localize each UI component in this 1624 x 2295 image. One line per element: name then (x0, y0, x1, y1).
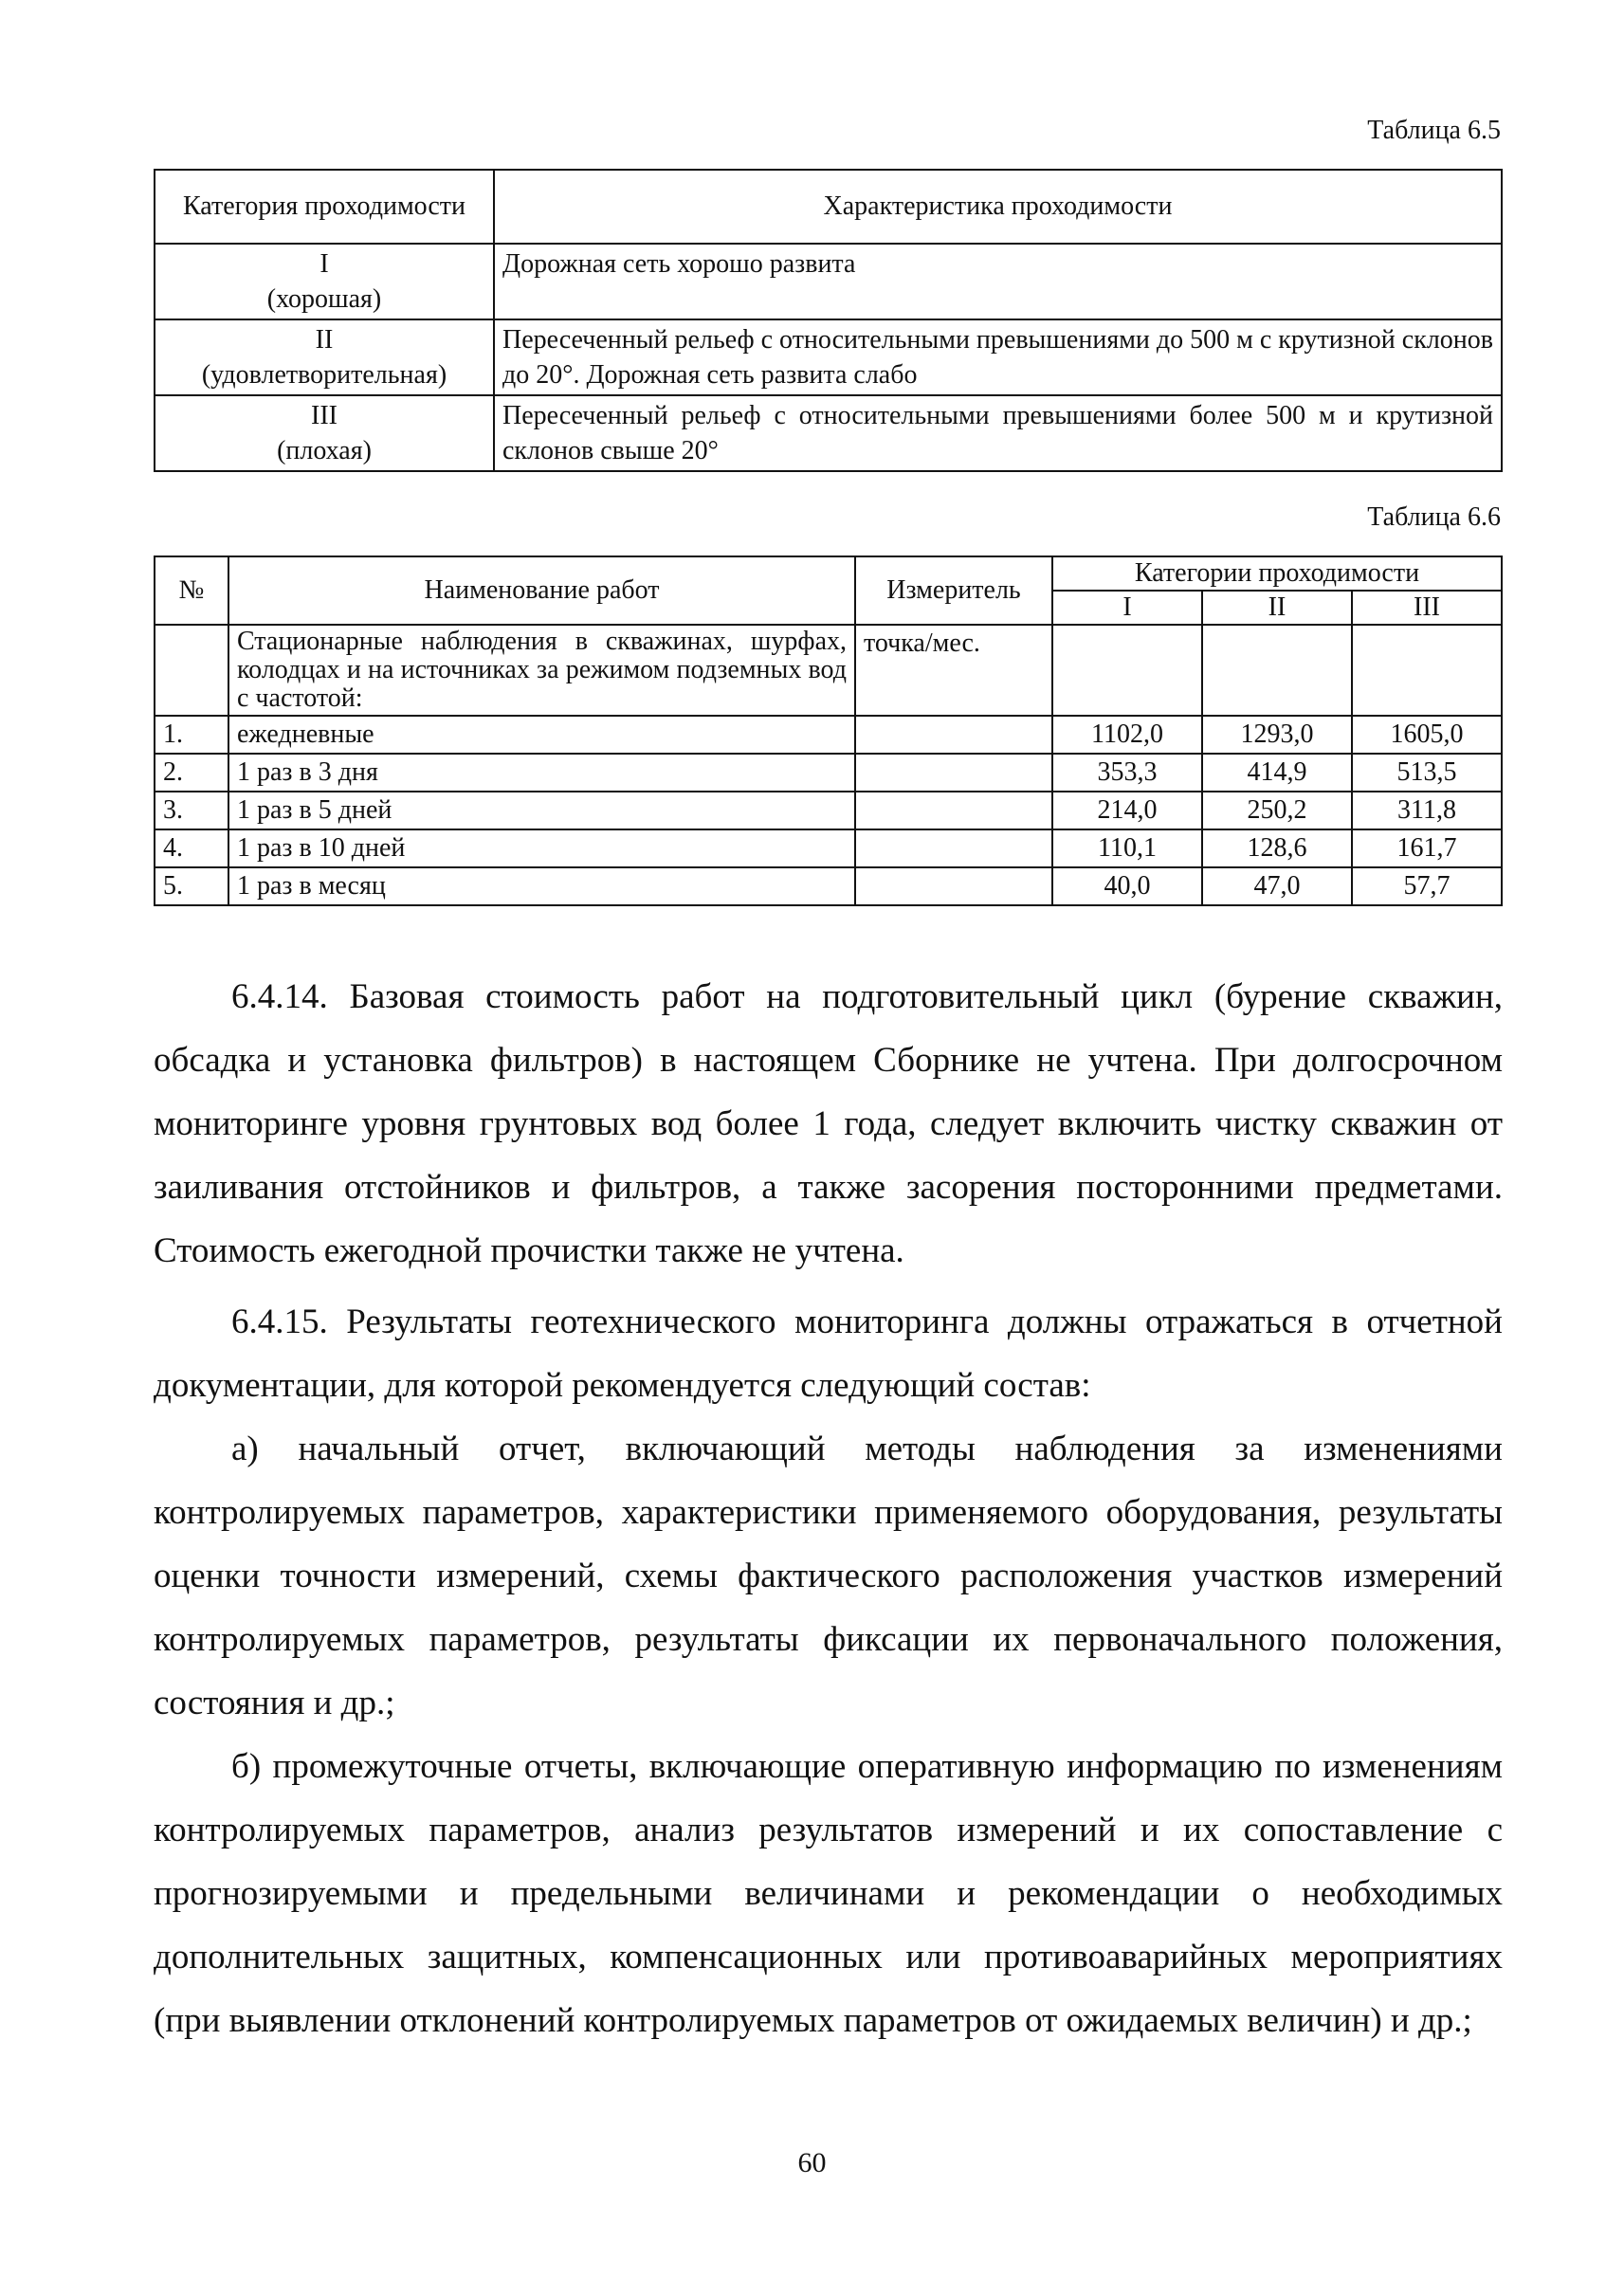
value-cat-2: 414,9 (1202, 754, 1352, 792)
paragraph-6-4-14: 6.4.14. Базовая стоимость работ на подготовительный цикл (бурение скважин, обсадка и установка фильтров) в настоящем Сборнике не учтена. При долгосрочном мониторинге уровня грунтовых вод более 1 года, следует включить чистку скважин от заиливания отстойников и фильтров, а также засорения посторонними предметами. Стоимость ежегодной прочистки также не учтена. (154, 977, 1503, 1270)
table-row (155, 244, 1502, 319)
table-row (155, 754, 1502, 792)
row-number: 3. (155, 792, 228, 829)
value-cat-2: 128,6 (1202, 829, 1352, 867)
group-number-cell (155, 625, 228, 716)
category-number: III (311, 401, 338, 430)
row-name: 1 раз в 5 дней (228, 792, 855, 829)
value-cat-1: 1102,0 (1052, 716, 1202, 754)
value-cell (1352, 625, 1502, 716)
header-number: № (155, 556, 228, 625)
table-row (155, 829, 1502, 867)
row-unit (855, 754, 1052, 792)
row-unit (855, 829, 1052, 867)
category-number: I (319, 249, 329, 279)
group-unit: точка/мес. (855, 625, 1052, 716)
description-cell: Дорожная сеть хорошо развита (494, 244, 1502, 319)
description-cell: Пересеченный рельеф с относительными превышениями более 500 м и крутизной склонов свыше 20° (494, 395, 1502, 471)
row-name: 1 раз в 10 дней (228, 829, 855, 867)
value-cat-3: 1605,0 (1352, 716, 1502, 754)
paragraph-6-4-15: 6.4.15. Результаты геотехнического мониторинга должны отражаться в отчетной документации, для которой рекомендуется следующий состав: (154, 1302, 1503, 1405)
row-unit (855, 716, 1052, 754)
row-number: 4. (155, 829, 228, 867)
table-row (155, 716, 1502, 754)
category-cell (155, 244, 494, 319)
header-category-1: I (1052, 591, 1202, 625)
paragraph-item-a: а) начальный отчет, включающий методы наблюдения за изменениями контролируемых параметров, характеристики применяемого оборудования, результаты оценки точности измерений, схемы фактического расположения участков измерений контролируемых параметров, результаты фиксации их первоначального положения, состояния и др.; (154, 1430, 1503, 1722)
description-cell: Пересеченный рельеф с относительными превышениями до 500 м с крутизной склонов до 20°. Дорожная сеть развита слабо (494, 319, 1502, 395)
category-cell (155, 319, 494, 395)
body-text (154, 965, 1503, 2052)
category-number: II (315, 325, 334, 355)
value-cell (1052, 625, 1202, 716)
table-row (155, 319, 1502, 395)
table-6-6 (154, 556, 1503, 906)
row-name: 1 раз в 3 дня (228, 754, 855, 792)
paragraph-item-b: б) промежуточные отчеты, включающие оперативную информацию по изменениям контролируемых параметров, анализ результатов измерений и их сопоставление с прогнозируемыми и предельными величинами и рекомендации о необходимых дополнительных защитных, компенсационных или противоаварийных мероприятиях (при выявлении отклонений контролируемых параметров от ожидаемых величин) и др.; (154, 1747, 1503, 2040)
table-header-row (155, 556, 1502, 591)
table-group-row (155, 625, 1502, 716)
table-row (155, 792, 1502, 829)
row-number: 2. (155, 754, 228, 792)
table-row (155, 867, 1502, 905)
value-cat-2: 1293,0 (1202, 716, 1352, 754)
row-name: 1 раз в месяц (228, 867, 855, 905)
header-category: Категория проходимости (155, 170, 494, 244)
category-cell (155, 395, 494, 471)
header-category-2: II (1202, 591, 1352, 625)
value-cat-1: 110,1 (1052, 829, 1202, 867)
category-name: (удовлетворительная) (201, 360, 447, 390)
value-cat-1: 40,0 (1052, 867, 1202, 905)
group-name: Стационарные наблюдения в скважинах, шурфах, колодцах и на источниках за режимом подземных вод с частотой: (228, 625, 855, 716)
category-name: (хорошая) (266, 284, 382, 314)
table-row (155, 395, 1502, 471)
header-unit: Измеритель (855, 556, 1052, 625)
table-6-6-caption: Таблица 6.6 (1367, 502, 1501, 532)
value-cat-1: 214,0 (1052, 792, 1202, 829)
row-unit (855, 792, 1052, 829)
value-cell (1202, 625, 1352, 716)
value-cat-2: 47,0 (1202, 867, 1352, 905)
row-unit (855, 867, 1052, 905)
value-cat-3: 57,7 (1352, 867, 1502, 905)
row-name: ежедневные (228, 716, 855, 754)
value-cat-1: 353,3 (1052, 754, 1202, 792)
row-number: 5. (155, 867, 228, 905)
page-number: 60 (797, 2147, 827, 2178)
category-name: (плохая) (277, 436, 372, 465)
value-cat-2: 250,2 (1202, 792, 1352, 829)
row-number: 1. (155, 716, 228, 754)
value-cat-3: 161,7 (1352, 829, 1502, 867)
header-categories: Категории проходимости (1052, 556, 1502, 591)
table-6-5-caption: Таблица 6.5 (1367, 116, 1501, 145)
header-characteristic: Характеристика проходимости (494, 170, 1502, 244)
table-6-5 (154, 169, 1503, 472)
table-header-row (155, 170, 1502, 244)
value-cat-3: 311,8 (1352, 792, 1502, 829)
value-cat-3: 513,5 (1352, 754, 1502, 792)
header-work-name: Наименование работ (228, 556, 855, 625)
header-category-3: III (1352, 591, 1502, 625)
